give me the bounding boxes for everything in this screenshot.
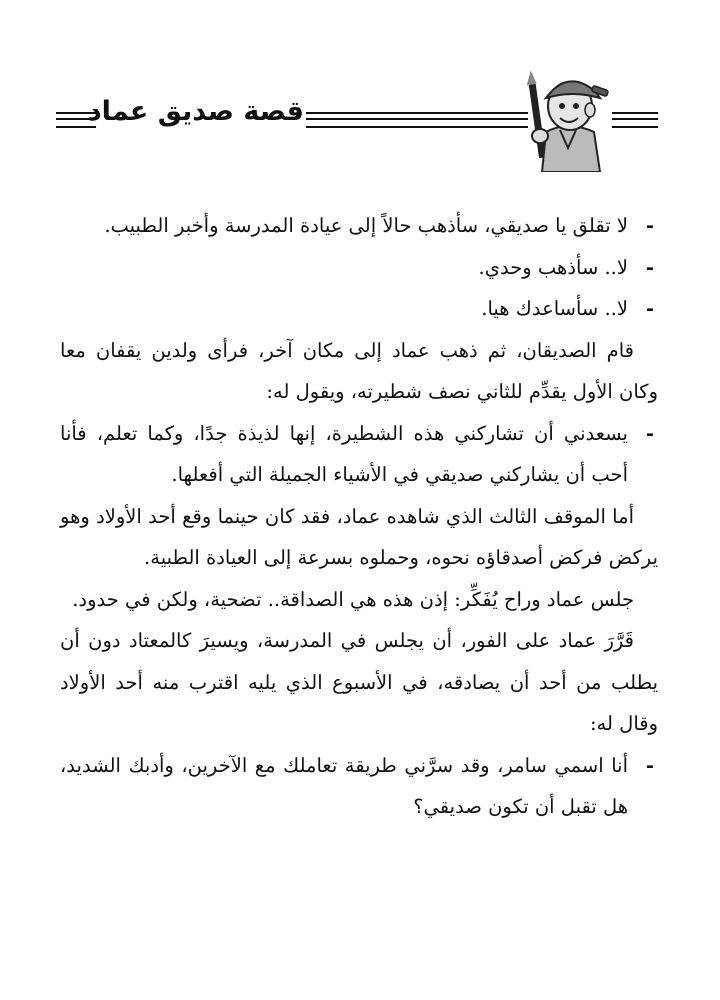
dialogue-text: أنا اسمي سامر، وقد سرَّني طريقة تعاملك مع الآخرين، وأدبك الشديد، هل تقبل أن تكون صديقي؟ bbox=[60, 753, 628, 818]
story-text bbox=[60, 205, 658, 828]
dialogue-line bbox=[60, 745, 658, 828]
narrative-paragraph: قَرَّرَ عماد على الفور، أن يجلس في المدرسة، ويسيرَ كالمعتاد دون أن يطلب من أحد أن يصادقه، في الأسبوع الذي يليه اقترب منه أحد الأولاد وقال له: bbox=[60, 629, 658, 735]
dash-marker: - bbox=[645, 214, 654, 237]
dash-marker: - bbox=[645, 753, 654, 777]
dialogue-text: يسعدني أن تشاركني هذه الشطيرة، إنها لذيذة جدًا، وكما تعلم، فأنا أحب أن يشاركني صديقي في الأشياء الجميلة التي أفعلها. bbox=[60, 421, 628, 486]
boy-with-pencil-icon bbox=[520, 62, 616, 172]
dialogue-line bbox=[60, 205, 658, 247]
decorative-rule-right bbox=[612, 112, 658, 128]
dialogue-line bbox=[60, 413, 658, 496]
narrative-paragraph: أما الموقف الثالث الذي شاهده عماد، فقد كان حينما وقع أحد الأولاد وهو يركض فركض أصدقاؤه نحوه، وحملوه بسرعة إلى العيادة الطبية. bbox=[60, 504, 658, 569]
narrative-paragraph: قام الصديقان، ثم ذهب عماد إلى مكان آخر، فرأى ولدين يقفان معا وكان الأول يقدِّم للثاني نصف شطيرته، ويقول له: bbox=[60, 338, 658, 403]
narrative-paragraph: جلس عماد وراح يُفَكِّر: إذن هذه هي الصداقة.. تضحية، ولكن في حدود. bbox=[72, 587, 634, 611]
dialogue-text: لا.. سأذهب وحدي. bbox=[478, 255, 628, 279]
dialogue-text: لا تقلق يا صديقي، سأذهب حالاً إلى عيادة المدرسة وأخبر الطبيب. bbox=[104, 214, 628, 237]
dash-marker: - bbox=[645, 255, 654, 279]
page-header bbox=[52, 62, 660, 172]
dialogue-text: لا.. سأساعدك هيا. bbox=[481, 297, 628, 320]
dash-marker: - bbox=[645, 297, 654, 320]
dialogue-line bbox=[60, 247, 658, 289]
dialogue-line bbox=[60, 288, 658, 330]
decorative-rule-middle bbox=[306, 112, 528, 128]
dash-marker: - bbox=[645, 421, 654, 445]
page-title: قصة صديق عماد bbox=[87, 96, 304, 127]
